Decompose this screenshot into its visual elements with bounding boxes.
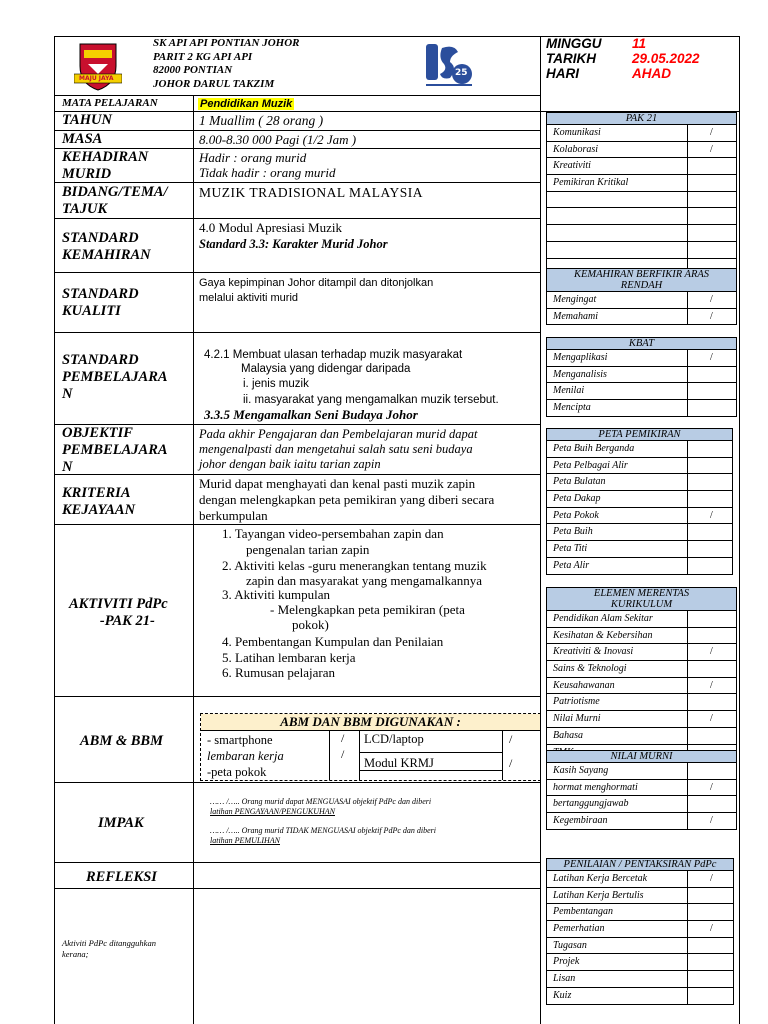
kbat-item-label: Mencipta bbox=[553, 402, 591, 414]
penilaian-panel bbox=[546, 858, 734, 1005]
peta-row bbox=[547, 441, 732, 458]
impak-label: IMPAK bbox=[98, 815, 144, 831]
aktiviti-item: 5. Latihan lembaran kerja bbox=[222, 650, 356, 665]
cell-divider bbox=[687, 888, 688, 904]
sp-line: 3.3.5 Mengamalkan Seni Budaya Johor bbox=[204, 407, 418, 422]
impak-line: …… /….. Orang murid TIDAK MENGUASAI objektif PdPc dan diberi bbox=[210, 826, 436, 835]
label-line: N bbox=[62, 386, 73, 402]
label-line: PEMBELAJARA bbox=[62, 442, 168, 458]
cell-divider bbox=[687, 611, 688, 627]
pak21-panel bbox=[546, 112, 737, 275]
school-address bbox=[153, 37, 299, 91]
objektif-line: johor dengan baik iaitu tarian zapin bbox=[199, 457, 381, 471]
label-line: AKTIVITI PdPc bbox=[69, 596, 168, 612]
kbar-check-mark: / bbox=[710, 294, 713, 305]
penilaian-item-label: Lisan bbox=[553, 973, 576, 985]
cell-divider bbox=[687, 474, 688, 490]
date-block bbox=[546, 36, 700, 81]
aktiviti-item: pokok) bbox=[292, 617, 329, 632]
minggu-value: 11 bbox=[632, 36, 647, 51]
penilaian-row bbox=[547, 888, 733, 905]
row-line bbox=[54, 782, 541, 783]
cell-divider bbox=[687, 661, 688, 677]
sp-line: i. jenis muzik bbox=[243, 378, 309, 390]
kbar-title: KEMAHIRAN BERFIKIR ARAS RENDAH bbox=[547, 269, 736, 292]
kbat-row bbox=[547, 400, 736, 416]
peta-row bbox=[547, 508, 732, 525]
penilaian-item-label: Pemerhatian bbox=[553, 923, 605, 935]
cell-divider bbox=[687, 988, 688, 1004]
cell-divider bbox=[687, 971, 688, 987]
label-line: STANDARD bbox=[62, 230, 139, 246]
refleksi-label: REFLEKSI bbox=[86, 869, 157, 885]
standard-kualiti-label bbox=[62, 286, 139, 320]
kbat-panel bbox=[546, 337, 737, 417]
peta-item-label: Peta Buih bbox=[553, 526, 593, 538]
penilaian-row bbox=[547, 954, 733, 971]
cell-divider bbox=[687, 491, 688, 507]
pak21-row bbox=[547, 158, 736, 175]
kbar-check-mark: / bbox=[710, 310, 713, 322]
kbar-row bbox=[547, 309, 736, 325]
impak-line: …… /….. Orang murid dapat MENGUASAI objektif PdPc dan diberi bbox=[210, 797, 432, 806]
penilaian-row bbox=[547, 938, 733, 955]
emk-item-label: Nilai Murni bbox=[553, 713, 601, 725]
masa-value: 8.00-8.30 000 Pagi (1/2 Jam ) bbox=[199, 132, 357, 147]
kemahiran-line: 4.0 Modul Apresiasi Muzik bbox=[199, 220, 342, 235]
sp-line: ii. masyarakat yang mengamalkan muzik tersebut. bbox=[243, 394, 499, 406]
cell-divider bbox=[687, 225, 688, 241]
tidak-hadir-value: Tidak hadir : orang murid bbox=[199, 165, 336, 180]
row-line bbox=[54, 888, 541, 889]
label-line: TAJUK bbox=[62, 201, 108, 217]
tahun-label: TAHUN bbox=[62, 112, 112, 128]
row-line bbox=[54, 862, 541, 863]
nilai-row bbox=[547, 796, 736, 813]
kbat-item-label: Mengaplikasi bbox=[553, 352, 608, 363]
pak21-item-label: Pemikiran Kritikal bbox=[553, 177, 629, 189]
label-line: BIDANG/TEMA/ bbox=[62, 184, 168, 200]
penilaian-row bbox=[547, 904, 733, 921]
peta-row bbox=[547, 474, 732, 491]
aktiviti-label bbox=[69, 596, 168, 630]
cell-divider bbox=[687, 728, 688, 744]
peta-row bbox=[547, 524, 732, 541]
peta-row bbox=[547, 541, 732, 558]
cell-divider bbox=[687, 208, 688, 224]
border-right bbox=[739, 36, 740, 1024]
pak21-item-label: Kolaborasi bbox=[553, 143, 599, 155]
cell-divider bbox=[687, 524, 688, 540]
nilai-item-label: hormat menghormati bbox=[553, 781, 638, 793]
cell-divider bbox=[687, 904, 688, 920]
cell-divider bbox=[687, 242, 688, 258]
school-line: SK API API PONTIAN JOHOR bbox=[153, 37, 300, 49]
kbar-row bbox=[547, 292, 736, 309]
kualiti-line: Gaya kepimpinan Johor ditampil dan ditonjolkan bbox=[199, 277, 434, 289]
tahun-value: 1 Muallim ( 28 orang ) bbox=[199, 113, 324, 128]
peta-title: PETA PEMIKIRAN bbox=[547, 429, 732, 441]
cell-divider bbox=[687, 780, 688, 796]
minggu-label: MINGGU bbox=[546, 36, 602, 51]
emk-item-label: Patriotisme bbox=[553, 696, 600, 708]
penilaian-check-mark: / bbox=[710, 873, 713, 884]
kbat-row bbox=[547, 367, 736, 384]
kbat-item-label: Menilai bbox=[553, 385, 585, 397]
abm-table bbox=[200, 713, 541, 781]
kemahiran-line: Standard 3.3: Karakter Murid Johor bbox=[199, 237, 388, 251]
standard-kemahiran-label bbox=[62, 230, 151, 264]
crest-motto: MAJU JAYA bbox=[79, 75, 114, 82]
mata-pelajaran-value: Pendidikan Muzik bbox=[200, 98, 293, 110]
peta-item-label: Peta Titi bbox=[553, 543, 588, 555]
impak-line: latihan PEMULIHAN bbox=[210, 836, 280, 845]
cell-divider bbox=[687, 158, 688, 174]
mata-pelajaran-label: MATA PELAJARAN bbox=[62, 97, 158, 109]
kbar-item-label: Mengingat bbox=[553, 294, 597, 305]
kriteria-label bbox=[62, 485, 135, 519]
emk-row bbox=[547, 611, 736, 628]
emk-panel bbox=[546, 587, 737, 761]
nilai-item-label: bertanggungjawab bbox=[553, 798, 629, 810]
abm-mark: / bbox=[341, 731, 345, 745]
pak21-title: PAK 21 bbox=[547, 113, 736, 125]
peta-row bbox=[547, 558, 732, 574]
row-line bbox=[54, 696, 541, 697]
penilaian-item-label: Pembentangan bbox=[553, 906, 613, 918]
label-line: STANDARD bbox=[62, 352, 139, 368]
emk-item-label: Pendidikan Alam Sekitar bbox=[553, 613, 653, 624]
cell-divider bbox=[687, 350, 688, 366]
aktiviti-item: pengenalan tarian zapin bbox=[246, 542, 370, 557]
penilaian-item-label: Kuiz bbox=[553, 989, 572, 1001]
peta-panel bbox=[546, 428, 733, 575]
aktiviti-item: 1. Tayangan video-persembahan zapin dan bbox=[222, 526, 444, 541]
kbat-item-label: Menganalisis bbox=[553, 368, 607, 380]
cell-divider bbox=[687, 871, 688, 887]
abm-item: lembaran kerja bbox=[207, 749, 284, 763]
peta-row bbox=[547, 491, 732, 508]
pak21-row bbox=[547, 242, 736, 259]
nilai-row bbox=[547, 780, 736, 797]
standard-pembelajaran-label bbox=[62, 352, 168, 403]
school-crest bbox=[74, 40, 122, 92]
emk-item-label: Sains & Teknologi bbox=[553, 663, 627, 675]
cell-divider bbox=[687, 921, 688, 937]
pak21-item-label: Kreativiti bbox=[553, 160, 591, 172]
abm-item: -peta pokok bbox=[207, 765, 267, 779]
emk-item-label: Kreativiti & Inovasi bbox=[553, 646, 634, 658]
label-line: PEMBELAJARA bbox=[62, 369, 168, 385]
logo-number: 25 bbox=[455, 68, 468, 78]
kehadiran-label bbox=[62, 149, 148, 183]
objektif-label bbox=[62, 425, 168, 476]
abm-mark: / bbox=[509, 756, 513, 770]
nilai-row bbox=[547, 813, 736, 829]
border-left bbox=[54, 36, 55, 1024]
abm-mark: / bbox=[509, 732, 513, 746]
aktiviti-item: 3. Aktiviti kumpulan bbox=[222, 587, 330, 602]
emk-row bbox=[547, 678, 736, 695]
label-line: KEJAYAAN bbox=[62, 502, 136, 518]
pak21-check-mark: / bbox=[710, 127, 713, 138]
school-line: 82000 PONTIAN bbox=[153, 64, 233, 76]
cell-divider bbox=[687, 644, 688, 660]
nilai-check-mark: / bbox=[710, 781, 713, 793]
label-line: N bbox=[62, 459, 73, 475]
label-line: KEHADIRAN bbox=[62, 149, 149, 165]
pak21-row bbox=[547, 142, 736, 159]
kualiti-line: melalui aktiviti murid bbox=[199, 292, 299, 304]
pak21-row bbox=[547, 225, 736, 242]
peta-item-label: Peta Pokok bbox=[553, 509, 599, 521]
kriteria-line: dengan melengkapkan peta pemikiran yang diberi secara bbox=[199, 492, 495, 507]
pak21-item-label: Komunikasi bbox=[553, 127, 601, 138]
nilai-item-label: Kegembiraan bbox=[553, 815, 608, 827]
penilaian-row bbox=[547, 871, 733, 888]
emk-check-mark: / bbox=[710, 679, 713, 691]
peta-check-mark: / bbox=[710, 509, 713, 521]
pak21-row bbox=[547, 175, 736, 192]
emk-row bbox=[547, 694, 736, 711]
hari-label: HARI bbox=[546, 66, 579, 81]
refleksi-note: kerana; bbox=[62, 949, 89, 959]
masa-label: MASA bbox=[62, 131, 103, 147]
bidang-label bbox=[62, 184, 168, 218]
cell-divider bbox=[687, 292, 688, 308]
cell-divider bbox=[687, 678, 688, 694]
objektif-line: Pada akhir Pengajaran dan Pembelajaran murid dapat bbox=[199, 427, 478, 441]
cell-divider bbox=[687, 813, 688, 829]
cell-divider bbox=[687, 142, 688, 158]
penilaian-row bbox=[547, 988, 733, 1004]
emk-item-label: Bahasa bbox=[553, 729, 583, 741]
penilaian-item-label: Latihan Kerja Bercetak bbox=[553, 873, 648, 884]
emk-row bbox=[547, 661, 736, 678]
school-line: PARIT 2 KG API API bbox=[153, 50, 253, 63]
aktiviti-item: - Melengkapkan peta pemikiran (peta bbox=[270, 602, 465, 617]
abm-label: ABM & BBM bbox=[80, 733, 163, 749]
peta-item-label: Peta Bulatan bbox=[553, 476, 606, 488]
label-line: MURID bbox=[62, 166, 112, 182]
kbat-check-mark: / bbox=[710, 352, 713, 363]
border-label-divider bbox=[193, 95, 194, 1024]
kbat-title: KBAT bbox=[547, 338, 736, 350]
bidang-value: MUZIK TRADISIONAL MALAYSIA bbox=[199, 185, 424, 200]
aktiviti-item: 6. Rumusan pelajaran bbox=[222, 665, 335, 680]
sp-line: Malaysia yang didengar daripada bbox=[241, 363, 411, 375]
penilaian-item-label: Tugasan bbox=[553, 939, 587, 951]
cell-divider bbox=[687, 175, 688, 191]
border-side-divider bbox=[540, 36, 541, 1024]
cell-divider bbox=[687, 796, 688, 812]
refleksi-note: Aktiviti PdPc ditangguhkan bbox=[62, 938, 156, 948]
label-line: KRITERIA bbox=[62, 485, 131, 501]
penilaian-check-mark: / bbox=[710, 923, 713, 935]
aktiviti-item: 4. Pembentangan Kumpulan dan Penilaian bbox=[222, 634, 444, 649]
cell-divider bbox=[687, 458, 688, 474]
nilai-title: NILAI MURNI bbox=[547, 750, 736, 763]
peta-item-label: Peta Buih Berganda bbox=[553, 443, 635, 454]
abm-header: ABM DAN BBM DIGUNAKAN : bbox=[201, 714, 540, 731]
emk-check-mark: / bbox=[710, 646, 713, 658]
cell-divider bbox=[687, 192, 688, 208]
emk-row bbox=[547, 644, 736, 661]
cell-divider bbox=[687, 541, 688, 557]
nilai-check-mark: / bbox=[710, 815, 713, 827]
peta-row bbox=[547, 458, 732, 475]
cell-divider bbox=[687, 367, 688, 383]
cell-divider bbox=[687, 763, 688, 779]
penilaian-item-label: Latihan Kerja Bertulis bbox=[553, 889, 644, 901]
cell-divider bbox=[687, 309, 688, 325]
peta-item-label: Peta Alir bbox=[553, 559, 590, 571]
emk-row bbox=[547, 628, 736, 645]
hari-value: AHAD bbox=[632, 66, 671, 81]
cell-divider bbox=[687, 711, 688, 727]
kbar-item-label: Memahami bbox=[553, 310, 598, 322]
hadir-value: Hadir : orang murid bbox=[199, 150, 307, 165]
pak21-row bbox=[547, 208, 736, 225]
cell-divider bbox=[687, 694, 688, 710]
tarikh-label: TARIKH bbox=[546, 51, 596, 66]
cell-divider bbox=[687, 508, 688, 524]
label-line: KEMAHIRAN bbox=[62, 247, 151, 263]
penilaian-title: PENILAIAN / PENTAKSIRAN PdPc bbox=[547, 859, 733, 871]
abm-item: Modul KRMJ bbox=[364, 756, 434, 770]
nilai-row bbox=[547, 763, 736, 780]
emk-check-mark: / bbox=[710, 713, 713, 725]
label-line: KUALITI bbox=[62, 303, 121, 319]
cell-divider bbox=[687, 441, 688, 457]
penilaian-item-label: Projek bbox=[553, 956, 580, 968]
cell-divider bbox=[687, 628, 688, 644]
label-line: OBJEKTIF bbox=[62, 425, 133, 441]
emk-item-label: Keusahawanan bbox=[553, 679, 615, 691]
penilaian-row bbox=[547, 921, 733, 938]
emk-row bbox=[547, 728, 736, 745]
school-line: JOHOR DARUL TAKZIM bbox=[153, 77, 275, 90]
peta-item-label: Peta Dakap bbox=[553, 493, 601, 505]
kbat-row bbox=[547, 383, 736, 400]
cell-divider bbox=[687, 125, 688, 141]
aktiviti-item: zapin dan masyarakat yang mengamalkannya bbox=[246, 573, 483, 588]
pak21-row bbox=[547, 125, 736, 142]
cell-divider bbox=[687, 383, 688, 399]
row-line bbox=[54, 524, 541, 525]
emk-item-label: Kesihatan & Kebersihan bbox=[553, 629, 653, 641]
abm-mark: / bbox=[341, 747, 345, 761]
cell-divider bbox=[687, 954, 688, 970]
cell-divider bbox=[687, 558, 688, 574]
penilaian-row bbox=[547, 971, 733, 988]
kbat-row bbox=[547, 350, 736, 367]
label-line: -PAK 21- bbox=[99, 613, 155, 629]
peta-item-label: Peta Pelbagai Alir bbox=[553, 459, 628, 471]
impak-line: latihan PENGAYAAN/PENGUKUHAN bbox=[210, 807, 335, 816]
sp-line: 4.2.1 Membuat ulasan terhadap muzik masyarakat bbox=[204, 349, 463, 361]
row-line bbox=[54, 332, 541, 333]
abm-item: - smartphone bbox=[207, 733, 273, 747]
nilai-item-label: Kasih Sayang bbox=[553, 765, 609, 776]
emk-title: ELEMEN MERENTAS KURIKULUM bbox=[547, 588, 736, 611]
row-line bbox=[54, 272, 541, 273]
cell-divider bbox=[687, 400, 688, 416]
cell-divider bbox=[687, 938, 688, 954]
kbar-panel bbox=[546, 268, 737, 325]
row-line bbox=[54, 130, 541, 131]
emk-row bbox=[547, 711, 736, 728]
label-line: STANDARD bbox=[62, 286, 139, 302]
kriteria-line: berkumpulan bbox=[199, 508, 268, 523]
aktiviti-item: 2. Aktiviti kelas -guru menerangkan tentang muzik bbox=[222, 558, 487, 573]
objektif-line: mengenalpasti dan mengetahui salah satu seni budaya bbox=[199, 442, 473, 456]
pak21-check-mark: / bbox=[710, 143, 713, 155]
kriteria-line: Murid dapat menghayati dan kenal pasti muzik zapin bbox=[199, 476, 476, 491]
education-logo bbox=[424, 42, 474, 90]
row-line bbox=[54, 218, 541, 219]
nilai-panel bbox=[546, 750, 737, 830]
pak21-row bbox=[547, 192, 736, 209]
tarikh-value: 29.05.2022 bbox=[632, 51, 700, 66]
abm-item: LCD/laptop bbox=[364, 732, 424, 746]
